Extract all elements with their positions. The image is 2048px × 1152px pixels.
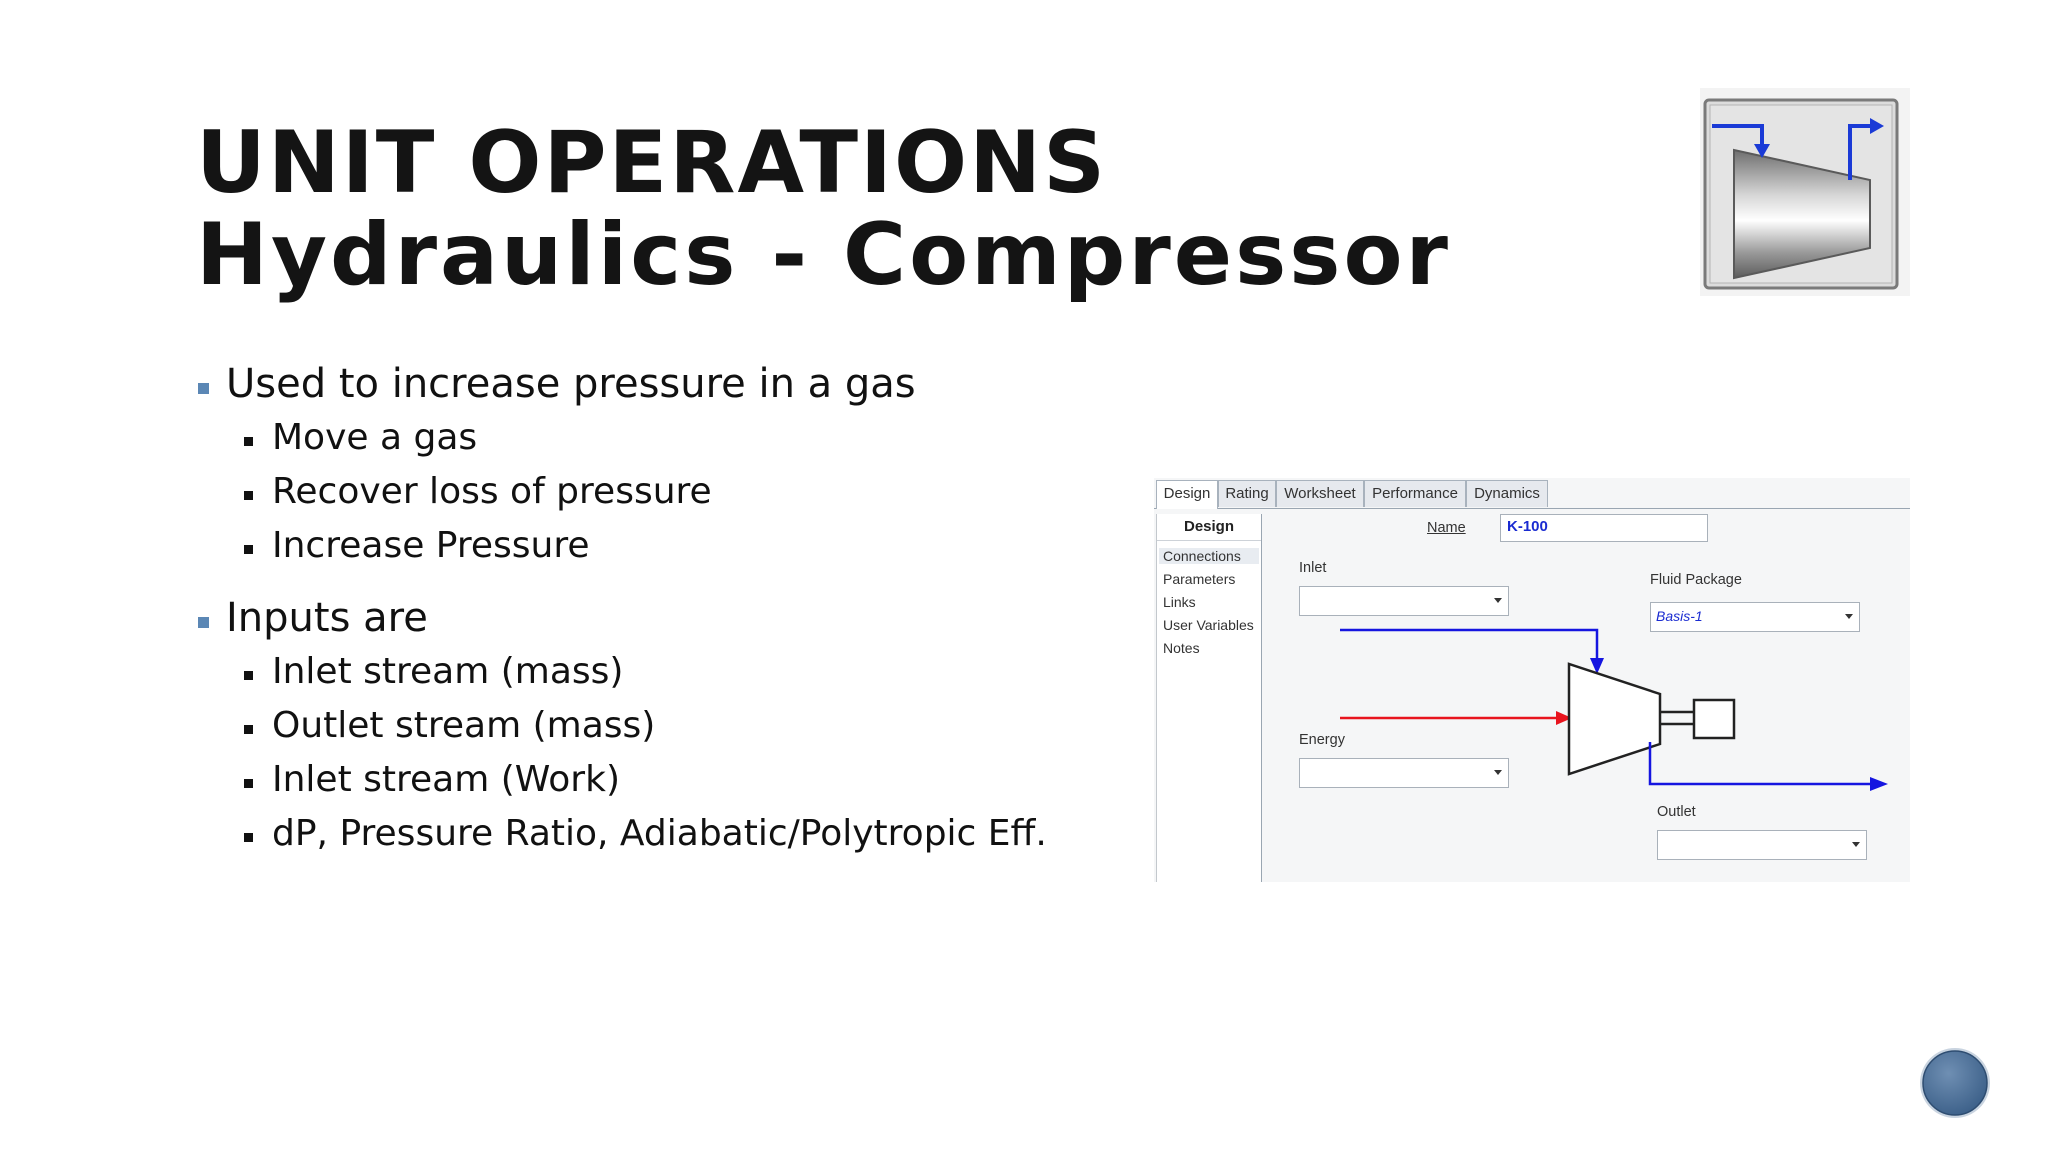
outlet-arrowhead: [1870, 777, 1888, 791]
sub-bullet: Inlet stream (mass): [196, 654, 623, 690]
tab-dynamics[interactable]: Dynamics: [1466, 480, 1548, 507]
bullet-2: Inputs are: [196, 598, 428, 638]
sidebar-item-links[interactable]: Links: [1163, 594, 1196, 610]
tab-rating[interactable]: Rating: [1218, 480, 1276, 507]
sidebar-item-parameters[interactable]: Parameters: [1163, 571, 1236, 587]
inlet-label: Inlet: [1299, 560, 1327, 576]
sidebar-item-user-variables[interactable]: User Variables: [1163, 617, 1254, 633]
outlet-stream-line: [1650, 742, 1878, 784]
title-line-2: Hydraulics - Compressor: [196, 205, 1451, 305]
sub-bullet: Inlet stream (Work): [196, 762, 620, 798]
compressor-schematic: [1154, 478, 1910, 882]
compressor-property-panel: [1154, 478, 1910, 882]
fluid-package-value: Basis-1: [1656, 608, 1703, 624]
sub-bullet: Move a gas: [196, 420, 477, 456]
compressor-icon: [1700, 88, 1910, 296]
inlet-stream-line: [1340, 630, 1597, 666]
sidebar-item-connections[interactable]: Connections: [1159, 548, 1259, 564]
sub-bullet: Increase Pressure: [196, 528, 590, 564]
fluid-package-label: Fluid Package: [1650, 572, 1742, 588]
sidebar-item-notes[interactable]: Notes: [1163, 640, 1200, 656]
compressor-body: [1569, 664, 1660, 774]
circle-logo-icon: [1918, 1046, 1992, 1120]
name-field[interactable]: K-100: [1500, 514, 1708, 542]
tab-design[interactable]: Design: [1156, 480, 1218, 509]
sub-bullet: Outlet stream (mass): [196, 708, 655, 744]
energy-label: Energy: [1299, 732, 1345, 748]
bullet-1: Used to increase pressure in a gas: [196, 364, 916, 404]
name-label: Name: [1427, 520, 1466, 536]
title-line-1: UNIT OPERATIONS: [196, 113, 1108, 213]
tab-worksheet[interactable]: Worksheet: [1276, 480, 1364, 507]
sidebar-heading: Design: [1157, 514, 1261, 541]
tab-performance[interactable]: Performance: [1364, 480, 1466, 507]
sub-bullet: Recover loss of pressure: [196, 474, 712, 510]
motor-box: [1694, 700, 1734, 738]
outlet-label: Outlet: [1657, 804, 1696, 820]
slide-title: [196, 113, 1451, 305]
sub-bullet: dP, Pressure Ratio, Adiabatic/Polytropic Eff.: [196, 816, 1047, 852]
